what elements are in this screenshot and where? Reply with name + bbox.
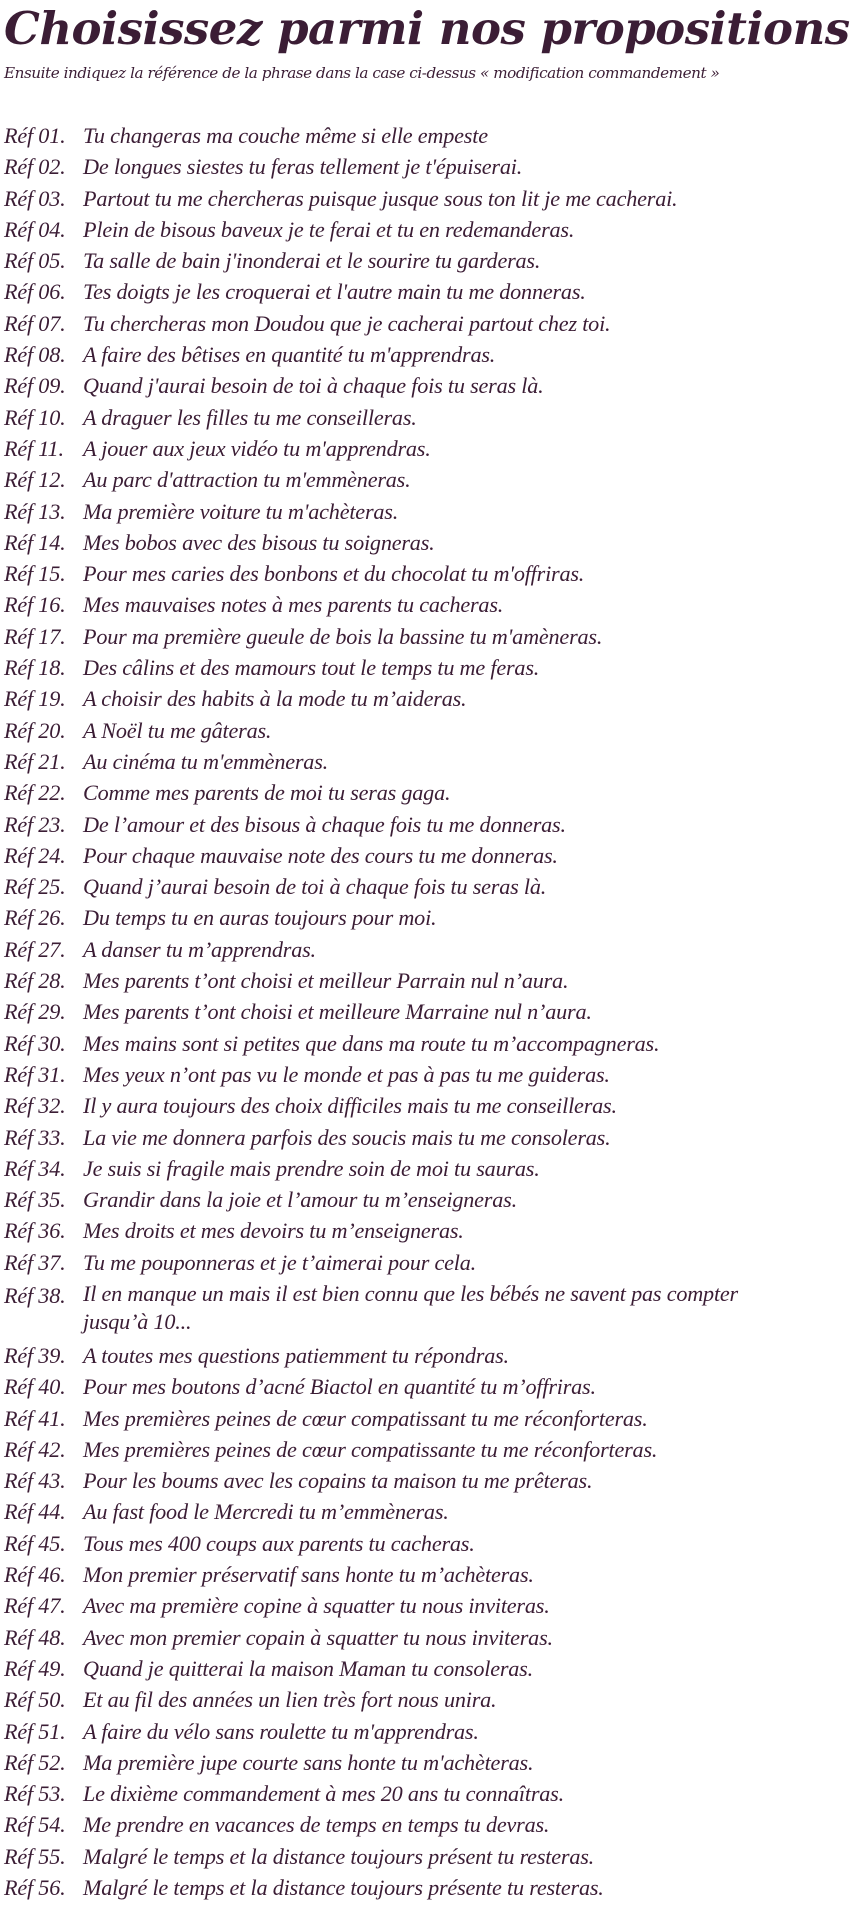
ref-text: Ma première jupe courte sans honte tu m'achèteras.	[83, 1749, 534, 1775]
ref-text: Tes doigts je les croquerai et l'autre main tu me donneras.	[83, 279, 586, 305]
ref-number: Réf 05.	[4, 248, 66, 274]
list-item	[4, 1465, 756, 1496]
ref-number: Réf 10.	[4, 404, 66, 430]
ref-number: Réf 20.	[4, 717, 66, 743]
ref-text: La vie me donnera parfois des soucis mais tu me consoleras.	[83, 1124, 611, 1150]
list-item	[4, 1496, 756, 1527]
ref-number: Réf 15.	[4, 561, 66, 587]
ref-number: Réf 36.	[4, 1218, 66, 1244]
list-item	[4, 370, 756, 401]
ref-number: Réf 22.	[4, 780, 66, 806]
ref-text: Me prendre en vacances de temps en temps tu devras.	[83, 1812, 550, 1838]
list-item	[4, 1090, 756, 1121]
ref-number: Réf 39.	[4, 1342, 66, 1368]
ref-number: Réf 34.	[4, 1155, 66, 1181]
ref-text: Mon premier préservatif sans honte tu m’achèteras.	[83, 1562, 534, 1588]
list-item	[4, 1215, 756, 1246]
ref-number: Réf 41.	[4, 1405, 66, 1431]
ref-text: Tu changeras ma couche même si elle empeste	[83, 123, 488, 148]
ref-number: Réf 51.	[4, 1718, 66, 1744]
ref-text: Au fast food le Mercredi tu m’emmèneras.	[83, 1499, 449, 1525]
ref-text: Mes parents t’ont choisi et meilleur Parrain nul n’aura.	[83, 968, 569, 994]
ref-text: Au parc d'attraction tu m'emmèneras.	[83, 467, 411, 493]
ref-number: Réf 55.	[4, 1843, 66, 1869]
list-item	[4, 1528, 756, 1559]
ref-text: Grandir dans la joie et l’amour tu m’enseigneras.	[83, 1187, 517, 1213]
list-item	[4, 276, 756, 307]
list-item	[4, 871, 756, 902]
ref-text: A Noël tu me gâteras.	[83, 717, 272, 743]
ref-text: Partout tu me chercheras puisque jusque sous ton lit je me cacherai.	[83, 185, 678, 211]
ref-text: A danser tu m’apprendras.	[83, 936, 316, 962]
ref-text: Le dixième commandement à mes 20 ans tu connaîtras.	[83, 1781, 564, 1807]
list-item	[4, 1841, 756, 1872]
ref-number: Réf 24.	[4, 842, 66, 868]
ref-text: Quand je quitterai la maison Maman tu consoleras.	[83, 1655, 533, 1681]
ref-number: Réf 48.	[4, 1624, 66, 1650]
ref-number: Réf 47.	[4, 1593, 66, 1619]
ref-text: Tous mes 400 coups aux parents tu cacheras.	[83, 1530, 475, 1556]
ref-number: Réf 12.	[4, 467, 66, 493]
ref-text: A jouer aux jeux vidéo tu m'apprendras.	[83, 435, 431, 461]
list-item	[4, 746, 756, 777]
ref-number: Réf 46.	[4, 1562, 66, 1588]
ref-number: Réf 49.	[4, 1655, 66, 1681]
page-subtitle: Ensuite indiquez la référence de la phrase dans la case ci-dessus « modification commandement »	[4, 64, 720, 82]
ref-number: Réf 54.	[4, 1812, 66, 1838]
list-item	[4, 1684, 756, 1715]
ref-number: Réf 14.	[4, 529, 66, 555]
ref-text: Tu me pouponneras et je t’aimerai pour cela.	[83, 1249, 476, 1275]
list-item	[4, 1122, 756, 1153]
ref-number: Réf 35.	[4, 1187, 66, 1213]
ref-text: A faire des bêtises en quantité tu m'apprendras.	[83, 342, 496, 368]
ref-text: Ma première voiture tu m'achèteras.	[83, 498, 399, 524]
list-item	[4, 1340, 756, 1371]
ref-text: Mes yeux n’ont pas vu le monde et pas à pas tu me guideras.	[83, 1061, 610, 1087]
ref-number: Réf 27.	[4, 936, 66, 962]
ref-number: Réf 29.	[4, 999, 66, 1025]
ref-text: Du temps tu en auras toujours pour moi.	[83, 905, 437, 931]
list-item	[4, 589, 756, 620]
list-item	[4, 1559, 756, 1590]
ref-text: Avec mon premier copain à squatter tu nous inviteras.	[83, 1624, 553, 1650]
list-item	[4, 809, 756, 840]
ref-text: Malgré le temps et la distance toujours présente tu resteras.	[83, 1875, 604, 1901]
list-item	[4, 151, 756, 182]
list-item	[4, 996, 756, 1027]
ref-text: Quand j'aurai besoin de toi à chaque fois tu seras là.	[83, 373, 544, 399]
list-item	[4, 308, 756, 339]
list-item	[4, 1028, 756, 1059]
ref-number: Réf 50.	[4, 1687, 66, 1713]
list-item	[4, 1622, 756, 1653]
ref-number: Réf 21.	[4, 748, 66, 774]
ref-number: Réf 52.	[4, 1749, 66, 1775]
ref-number: Réf 40.	[4, 1374, 66, 1400]
list-item	[4, 1059, 756, 1090]
page-title: Choisissez parmi nos propositions	[4, 2, 850, 55]
ref-text: Tu chercheras mon Doudou que je cacherai partout chez toi.	[83, 310, 611, 336]
ref-number: Réf 08.	[4, 342, 66, 368]
list-item	[4, 433, 756, 464]
ref-number: Réf 44.	[4, 1499, 66, 1525]
ref-number: Réf 37.	[4, 1249, 66, 1275]
ref-text: Des câlins et des mamours tout le temps tu me feras.	[83, 655, 540, 681]
ref-number: Réf 56.	[4, 1875, 66, 1901]
ref-text: Et au fil des années un lien très fort nous unira.	[83, 1687, 497, 1713]
ref-number: Réf 25.	[4, 874, 66, 900]
ref-text: Mes premières peines de cœur compatissant tu me réconforteras.	[83, 1405, 648, 1431]
list-item	[4, 183, 756, 214]
list-item	[4, 214, 756, 245]
ref-text: Ta salle de bain j'inonderai et le sourire tu garderas.	[83, 248, 541, 274]
list-item	[4, 777, 756, 808]
list-item	[4, 464, 756, 495]
ref-number: Réf 30.	[4, 1030, 66, 1056]
reference-list	[4, 120, 756, 1903]
ref-number: Réf 03.	[4, 185, 66, 211]
ref-text: Pour les boums avec les copains ta maison tu me prêteras.	[83, 1468, 593, 1494]
ref-number: Réf 42.	[4, 1436, 66, 1462]
list-item	[4, 621, 756, 652]
ref-number: Réf 53.	[4, 1781, 66, 1807]
ref-number: Réf 16.	[4, 592, 66, 618]
list-item	[4, 1778, 756, 1809]
ref-text: Mes parents t’ont choisi et meilleure Marraine nul n’aura.	[83, 999, 592, 1025]
list-item	[4, 245, 756, 276]
ref-number: Réf 07.	[4, 310, 66, 336]
list-item	[4, 1809, 756, 1840]
ref-number: Réf 28.	[4, 968, 66, 994]
list-item	[4, 840, 756, 871]
list-item	[4, 1153, 756, 1184]
ref-text: Il en manque un mais il est bien connu que les bébés ne savent pas compter jusqu’à 10...	[83, 1280, 738, 1334]
list-item	[4, 1872, 756, 1903]
ref-number: Réf 02.	[4, 154, 66, 180]
ref-text: Quand j’aurai besoin de toi à chaque fois tu seras là.	[83, 874, 547, 900]
list-item	[4, 402, 756, 433]
ref-text: Pour mes boutons d’acné Biactol en quantité tu m’offriras.	[83, 1374, 596, 1400]
list-item	[4, 934, 756, 965]
ref-text: Mes bobos avec des bisous tu soigneras.	[83, 529, 435, 555]
list-item	[4, 1653, 756, 1684]
list-item	[4, 1716, 756, 1747]
list-item	[4, 1247, 756, 1278]
ref-number: Réf 19.	[4, 686, 66, 712]
ref-number: Réf 11.	[4, 435, 64, 461]
list-item	[4, 1403, 756, 1434]
list-item	[4, 1590, 756, 1621]
list-item	[4, 965, 756, 996]
ref-number: Réf 31.	[4, 1061, 66, 1087]
list-item	[4, 558, 756, 589]
ref-text: A choisir des habits à la mode tu m’aideras.	[83, 686, 467, 712]
list-item	[4, 1747, 756, 1778]
ref-text: De longues siestes tu feras tellement je t'épuiserai.	[83, 154, 523, 180]
list-item	[4, 715, 756, 746]
ref-number: Réf 06.	[4, 279, 66, 305]
ref-text: Plein de bisous baveux je te ferai et tu en redemanderas.	[83, 216, 575, 242]
ref-text: Pour ma première gueule de bois la bassine tu m'amèneras.	[83, 623, 603, 649]
ref-text: A faire du vélo sans roulette tu m'apprendras.	[83, 1718, 479, 1744]
list-item	[4, 1371, 756, 1402]
ref-text: Mes droits et mes devoirs tu m’enseigneras.	[83, 1218, 464, 1244]
ref-number: Réf 04.	[4, 216, 66, 242]
ref-text: Avec ma première copine à squatter tu nous inviteras.	[83, 1593, 550, 1619]
list-item	[4, 339, 756, 370]
ref-text: Pour chaque mauvaise note des cours tu me donneras.	[83, 842, 558, 868]
list-item	[4, 120, 756, 151]
ref-text: Mes mains sont si petites que dans ma route tu m’accompagneras.	[83, 1030, 660, 1056]
list-item	[4, 683, 756, 714]
ref-text: A toutes mes questions patiemment tu répondras.	[83, 1342, 509, 1368]
ref-number: Réf 09.	[4, 373, 66, 399]
ref-number: Réf 45.	[4, 1530, 66, 1556]
list-item	[4, 902, 756, 933]
ref-number: Réf 43.	[4, 1468, 66, 1494]
ref-number: Réf 26.	[4, 905, 66, 931]
ref-text: Mes premières peines de cœur compatissante tu me réconforteras.	[83, 1436, 658, 1462]
list-item	[4, 527, 756, 558]
ref-number: Réf 38.	[4, 1282, 66, 1308]
ref-number: Réf 01.	[4, 123, 66, 148]
ref-text: Malgré le temps et la distance toujours présent tu resteras.	[83, 1843, 594, 1869]
ref-text: Comme mes parents de moi tu seras gaga.	[83, 780, 451, 806]
list-item	[4, 652, 756, 683]
ref-text: Il y aura toujours des choix difficiles mais tu me conseilleras.	[83, 1093, 617, 1119]
ref-number: Réf 13.	[4, 498, 66, 524]
ref-number: Réf 33.	[4, 1124, 66, 1150]
ref-text: De l’amour et des bisous à chaque fois tu me donneras.	[83, 811, 566, 837]
ref-number: Réf 18.	[4, 655, 66, 681]
list-item	[4, 1280, 756, 1336]
ref-number: Réf 32.	[4, 1093, 66, 1119]
ref-number: Réf 23.	[4, 811, 66, 837]
list-item	[4, 1434, 756, 1465]
ref-text: Pour mes caries des bonbons et du chocolat tu m'offriras.	[83, 561, 585, 587]
list-item	[4, 496, 756, 527]
ref-text: Au cinéma tu m'emmèneras.	[83, 748, 328, 774]
list-item	[4, 1184, 756, 1215]
ref-text: A draguer les filles tu me conseilleras.	[83, 404, 417, 430]
ref-number: Réf 17.	[4, 623, 66, 649]
ref-text: Je suis si fragile mais prendre soin de moi tu sauras.	[83, 1155, 540, 1181]
ref-text: Mes mauvaises notes à mes parents tu cacheras.	[83, 592, 504, 618]
